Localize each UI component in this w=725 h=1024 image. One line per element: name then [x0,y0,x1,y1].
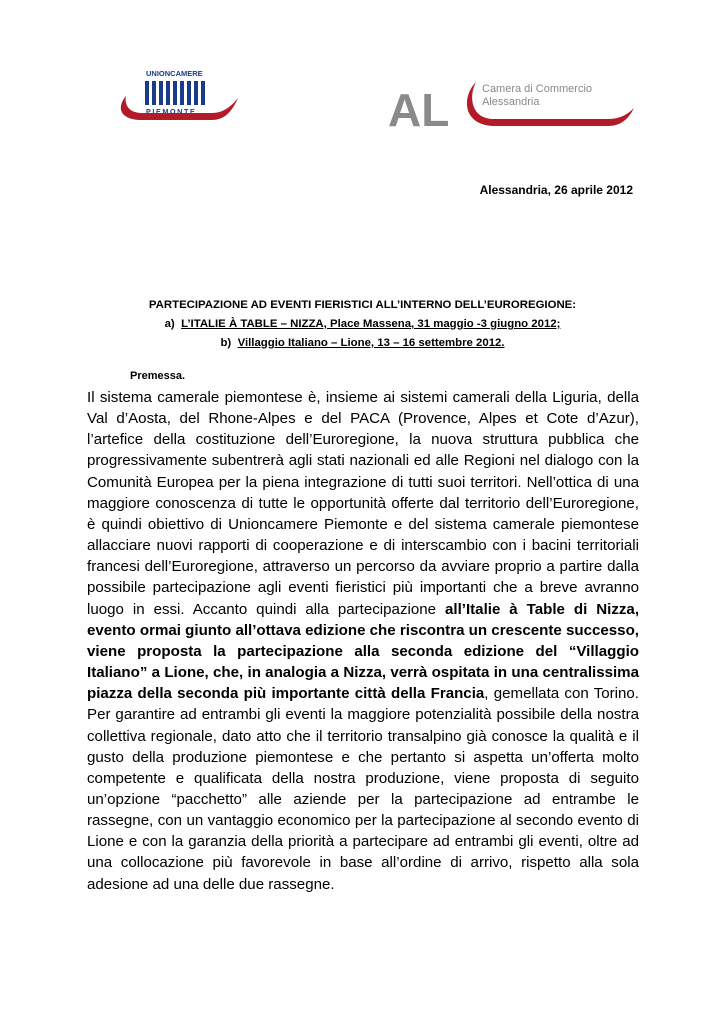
body-text-part1: Il sistema camerale piemontese è, insieme ai sistemi camerali della Liguria, della Val d’Aosta, del Rhone-Alpes e del PACA (Provence, Alpes et Cote d’Azur), l’artefice della costituzione dell’Euroregione, la nuova struttura pubblica che progressivamente subentrerà agli stati nazionali ed alle Regioni nel dialogo con la Comunità Europea per la piena integrazione di tutti suoi territori. Nell’ottica di una maggiore conoscenza di tutte le opportunità offerte dal territorio dell’Euroregione, è quindi obiettivo di Unioncamere Piemonte e del sistema camerale piemontese allacciare nuovi rapporti di cooperazione e di interscambio con i bacini territoriali francesi dell’Euroregione, attraverso un percorso da avviare proprio a partire dalla possibile partecipazione agli eventi fieristici più importanti che a breve avranno luogo in essi. Accanto quindi alla partecipazione [87,389,639,618]
logo-left-bottom-text: PIEMONTE [146,107,197,116]
document-date: Alessandria, 26 aprile 2012 [479,183,633,197]
logo-left-top-text: UNIONCAMERE [146,69,203,78]
logo-right-line2: Alessandria [482,96,540,108]
item-a-marker: a) [164,318,175,330]
item-b-marker: b) [220,337,232,349]
heading-title: PARTECIPAZIONE AD EVENTI FIERISTICI ALL’INTERNO DELL’EUROREGIONE: [148,299,577,311]
columns-icon [145,81,205,105]
body-paragraph [87,387,639,895]
body-bold-text: all’Italie à Table di Nizza, evento ormai giunto all’ottava edizione che riscontra un crescente successo, viene proposta la partecipazione alla seconda edizione del “Villaggio Italiano” a Lione, che, in analogia a Nizza, verrà ospitata in una centralissima piazza della seconda più importante città della Francia [87,600,640,703]
item-a-text: L’ITALIE À TABLE – NIZZA, Place Massena, 31 maggio -3 giugno 2012; [181,318,561,330]
document-heading [90,296,635,353]
section-label-premessa: Premessa. [130,370,186,382]
heading-item-b [90,334,635,353]
al-mark-icon: AL [388,84,450,136]
unioncamere-piemonte-logo [112,68,240,130]
item-b-text: Villaggio Italiano – Lione, 13 – 16 settembre 2012. [237,337,505,349]
body-text-part2: , gemellata con Torino. Per garantire ad entrambi gli eventi la maggiore potenzialità possibile della nostra collettiva regionale, dato atto che il territorio transalpino già conosce la qualità e il gusto della produzione piemontese e che pertanto si aspetta un’offerta molto competente e qualificata della nostra produzione, viene proposta di seguito un’opzione “pacchetto” alle aziende per la partecipazione ad entrambe le rassegne, con un vantaggio economico per la partecipazione al secondo evento di Lione e con la garanzia della priorità a partecipare ad entrambi gli eventi, oltre ad una collocazione più favorevole in base all’ordine di arrivo, rispetto alla sola adesione ad una delle due rassegne. [87,685,639,893]
heading-item-a [90,315,635,334]
logo-right-line1: Camera di Commercio [482,83,593,95]
camera-commercio-alessandria-logo [388,78,638,140]
